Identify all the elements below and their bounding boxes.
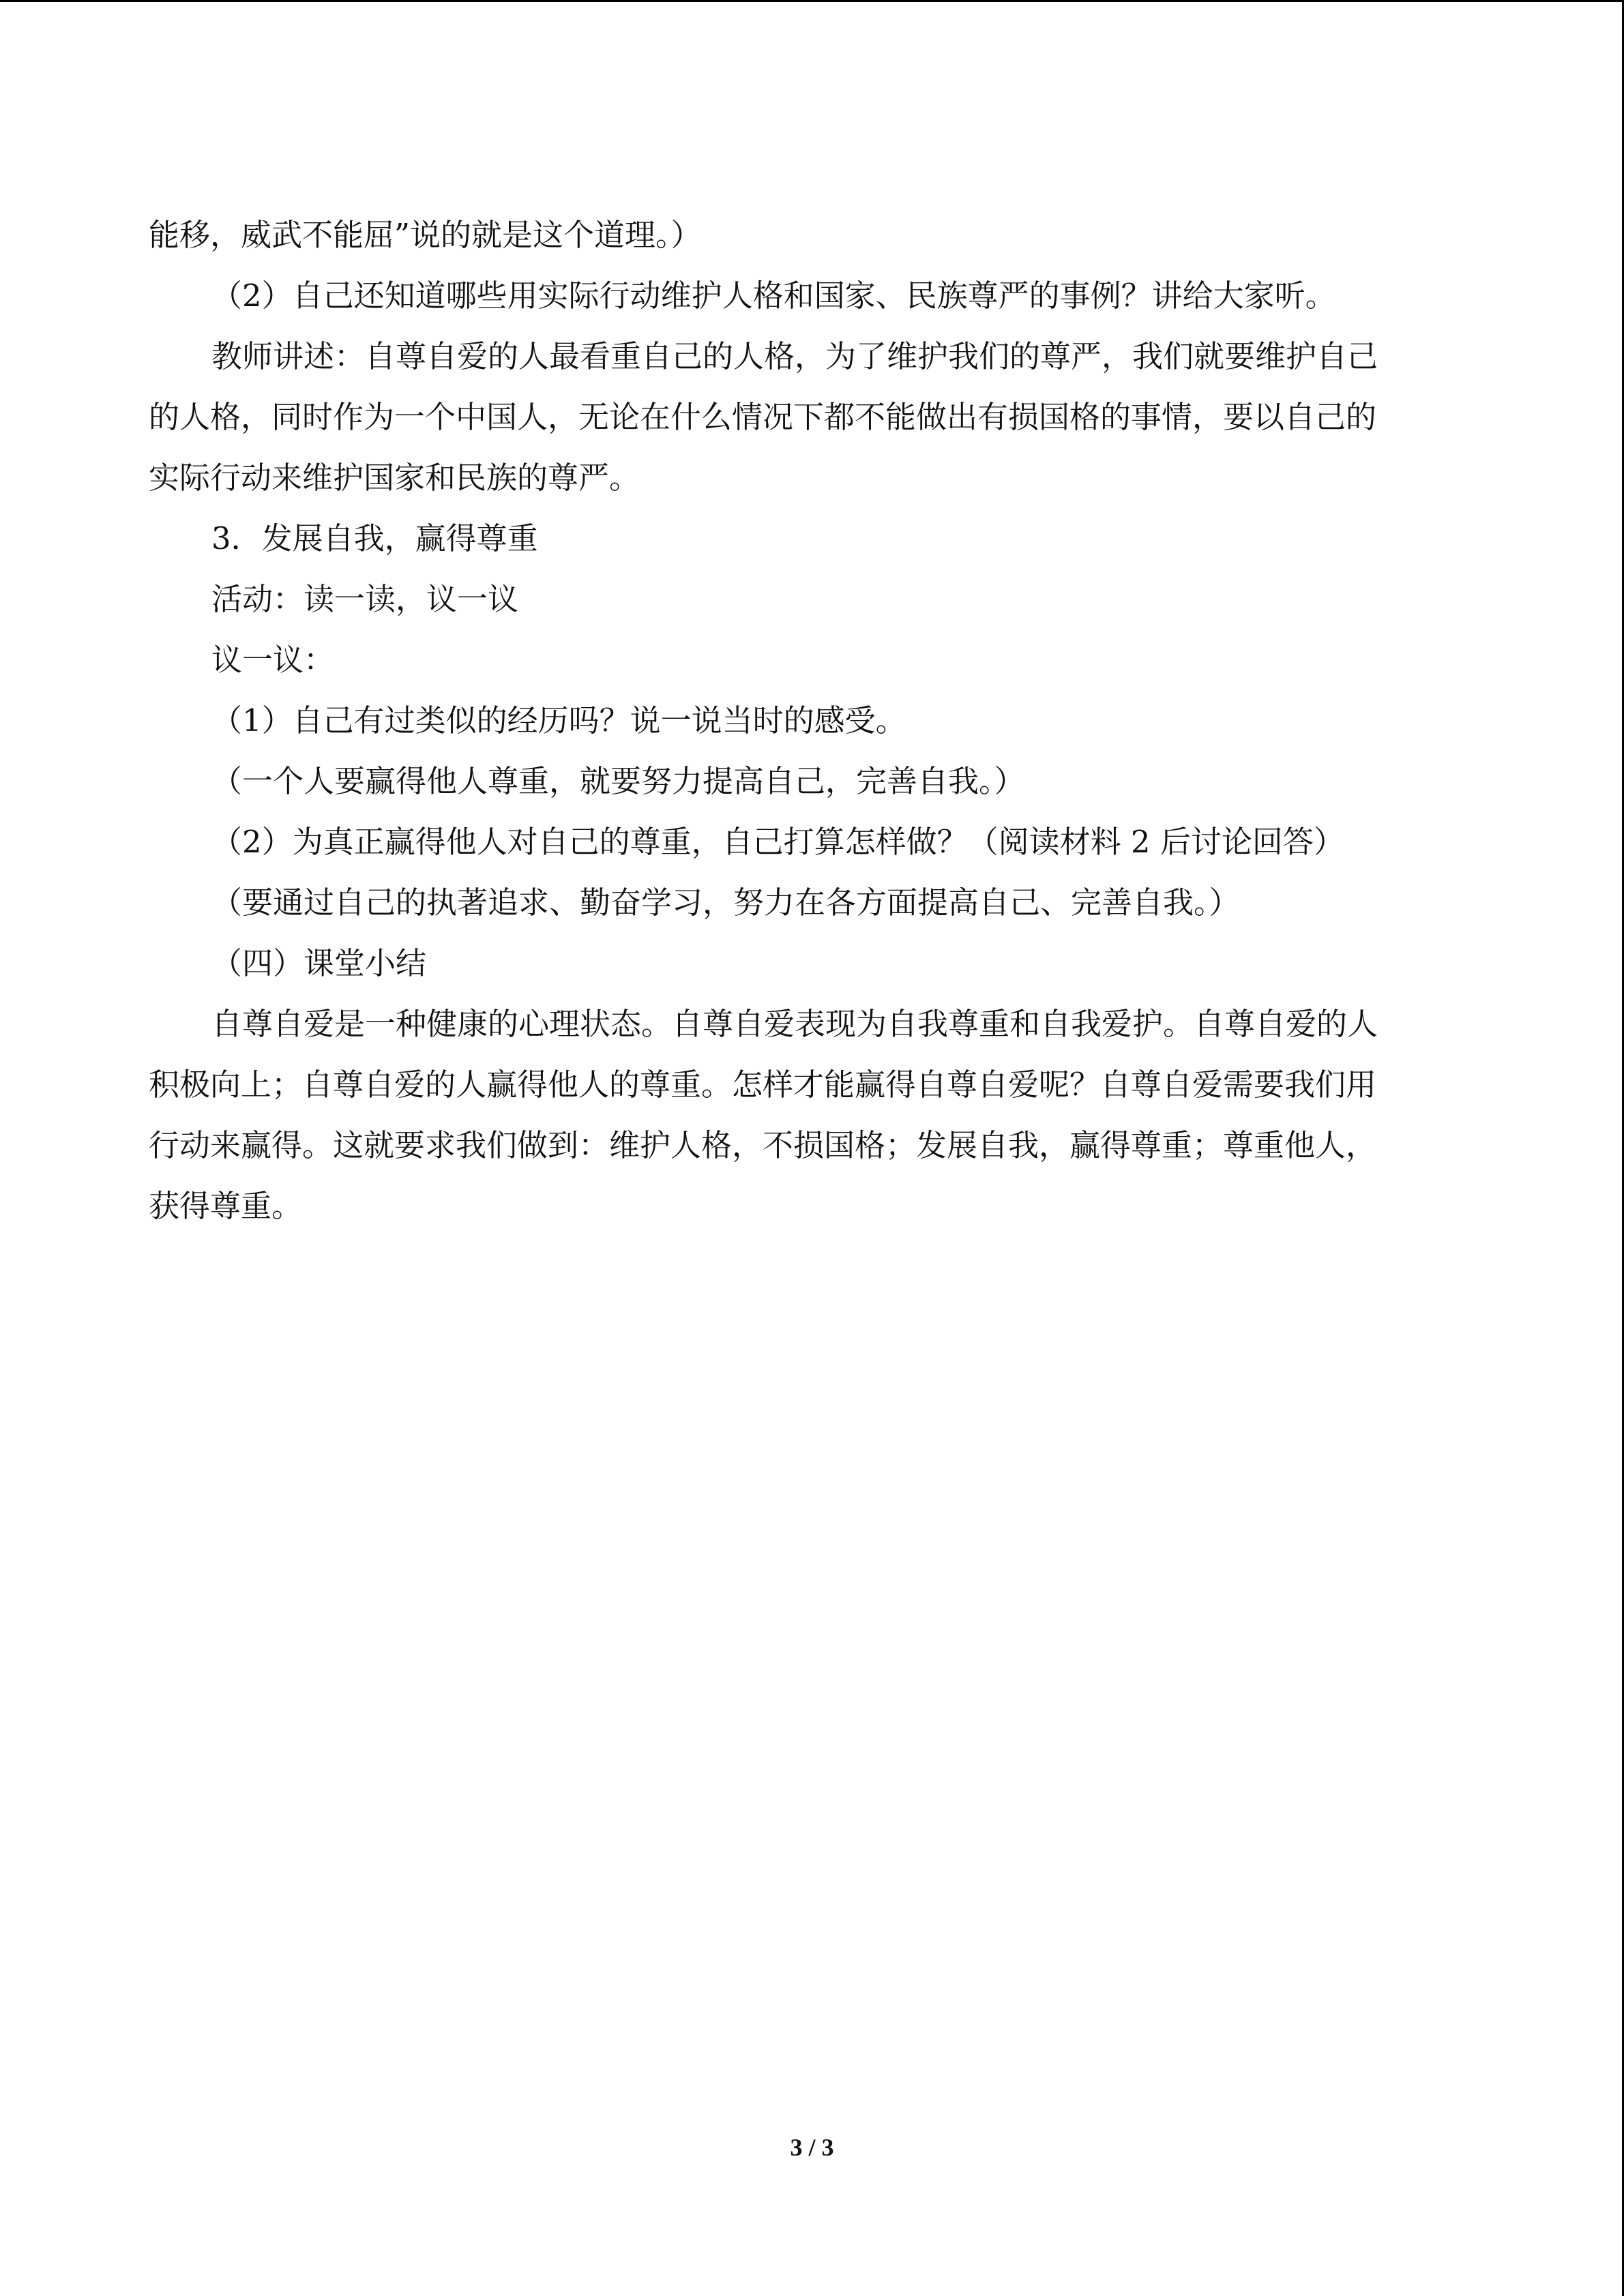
text-line: （一个人要赢得他人尊重，就要努力提高自己，完善自我。） xyxy=(211,763,1025,799)
paragraph-answer-2 xyxy=(149,872,1458,933)
paragraph-discussion-q1 xyxy=(149,690,1458,751)
text-line: 的人格，同时作为一个中国人，无论在什么情况下都不能做出有损国格的事情，要以自己的 xyxy=(149,399,1377,435)
text-line: 教师讲述：自尊自爱的人最看重自己的人格，为了维护我们的尊严，我们就要维护自己 xyxy=(211,338,1378,374)
text-line: 积极向上；自尊自爱的人赢得他人的尊重。怎样才能赢得自尊自爱呢？自尊自爱需要我们用 xyxy=(149,1067,1377,1103)
text-line: 能移，威武不能屈”说的就是这个道理。） xyxy=(149,217,702,253)
section-heading-summary xyxy=(149,933,1458,994)
paragraph-question-2 xyxy=(149,265,1458,326)
text-line: （2）为真正赢得他人对自己的尊重，自己打算怎样做？（阅读材料 2 后讨论回答） xyxy=(211,824,1344,860)
document-body xyxy=(149,205,1458,1236)
text-line: （1）自己有过类似的经历吗？说一说当时的感受。 xyxy=(211,702,906,739)
page-border-top xyxy=(0,0,1624,2)
text-line: 自尊自爱是一种健康的心理状态。自尊自爱表现为自我尊重和自我爱护。自尊自爱的人 xyxy=(211,1006,1378,1042)
paragraph-discuss xyxy=(149,629,1458,690)
text-line: 活动：读一读，议一议 xyxy=(211,581,519,617)
paragraph-continuation xyxy=(149,205,1458,265)
page-number: 3 / 3 xyxy=(790,2134,834,2161)
text-line: 行动来赢得。这就要求我们做到：维护人格，不损国格；发展自我，赢得尊重；尊重他人， xyxy=(149,1127,1377,1163)
text-line: 实际行动来维护国家和民族的尊严。 xyxy=(149,460,640,496)
text-line: 获得尊重。 xyxy=(149,1188,303,1224)
paragraph-discussion-q2 xyxy=(149,811,1458,872)
section-heading-3 xyxy=(149,508,1458,569)
text-line: （要通过自己的执著追求、勤奋学习，努力在各方面提高自己、完善自我。） xyxy=(211,884,1240,921)
section-heading: （四）课堂小结 xyxy=(211,945,427,981)
paragraph-answer-1 xyxy=(149,751,1458,811)
paragraph-teacher-explanation xyxy=(149,326,1458,508)
section-heading: 3．发展自我，赢得尊重 xyxy=(211,520,538,556)
paragraph-activity xyxy=(149,569,1458,629)
text-line: （2）自己还知道哪些用实际行动维护人格和国家、民族尊严的事例？讲给大家听。 xyxy=(211,278,1336,314)
paragraph-summary xyxy=(149,994,1458,1236)
text-line: 议一议： xyxy=(211,642,335,678)
